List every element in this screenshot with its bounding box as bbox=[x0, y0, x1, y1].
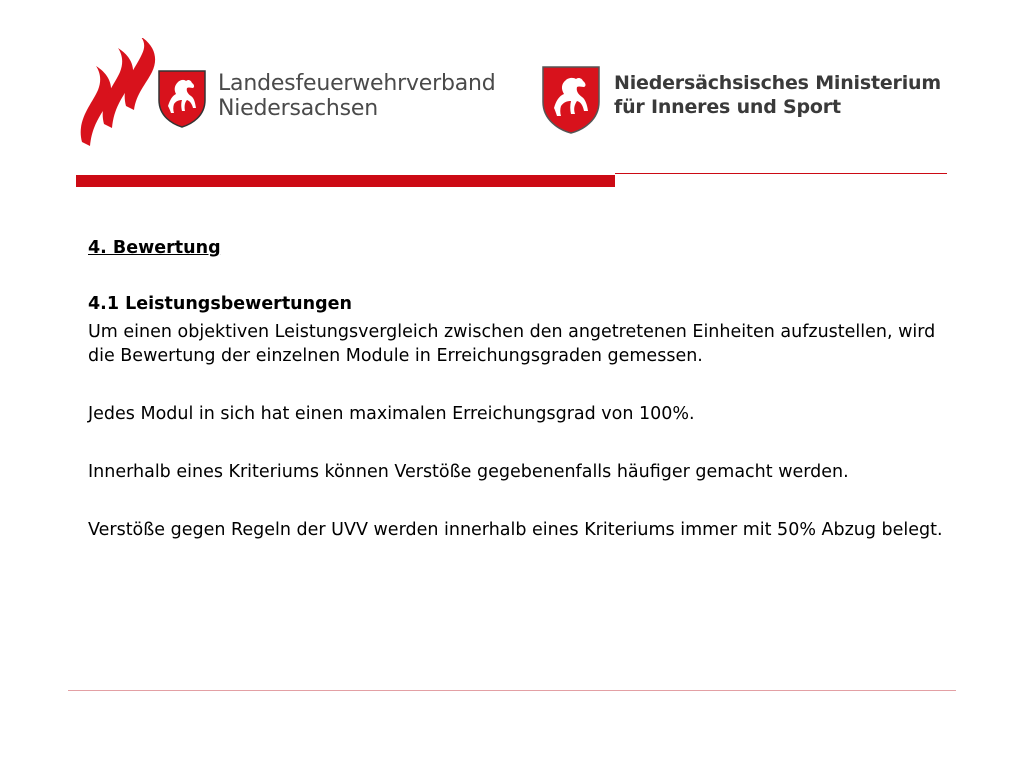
paragraph: Verstöße gegen Regeln der UVV werden innerhalb eines Kriteriums immer mit 50% Abzug belegt. bbox=[88, 520, 943, 540]
lfv-name-line1: Landesfeuerwehrverband bbox=[218, 71, 496, 96]
horse-shield-icon bbox=[542, 66, 600, 134]
horse-shield-icon bbox=[158, 70, 206, 128]
ministry-logo bbox=[542, 64, 942, 134]
flames-icon bbox=[78, 38, 156, 150]
ministry-name-line2: für Inneres und Sport bbox=[614, 96, 841, 118]
paragraph: Um einen objektiven Leistungsvergleich zwischen den angetretenen Einheiten aufzustellen, wird die Bewertung der einzelnen Module in Erreichungsgraden gemessen. bbox=[88, 322, 936, 366]
ministry-name bbox=[614, 71, 941, 119]
subsection-heading: 4.1 Leistungsbewertungen bbox=[88, 294, 352, 314]
lfv-logo bbox=[78, 38, 498, 150]
section-heading: 4. Bewertung bbox=[88, 238, 221, 258]
paragraph: Jedes Modul in sich hat einen maximalen Erreichungsgrad von 100%. bbox=[88, 404, 695, 424]
header-divider-thin bbox=[615, 173, 947, 174]
paragraph: Innerhalb eines Kriteriums können Verstöße gegebenenfalls häufiger gemacht werden. bbox=[88, 462, 849, 482]
ministry-name-line1: Niedersächsisches Ministerium bbox=[614, 72, 941, 94]
lfv-name-line2: Niedersachsen bbox=[218, 96, 378, 121]
footer-divider bbox=[68, 690, 956, 691]
lfv-name bbox=[218, 71, 496, 121]
header-divider-thick bbox=[76, 175, 615, 187]
slide-content bbox=[88, 236, 948, 542]
